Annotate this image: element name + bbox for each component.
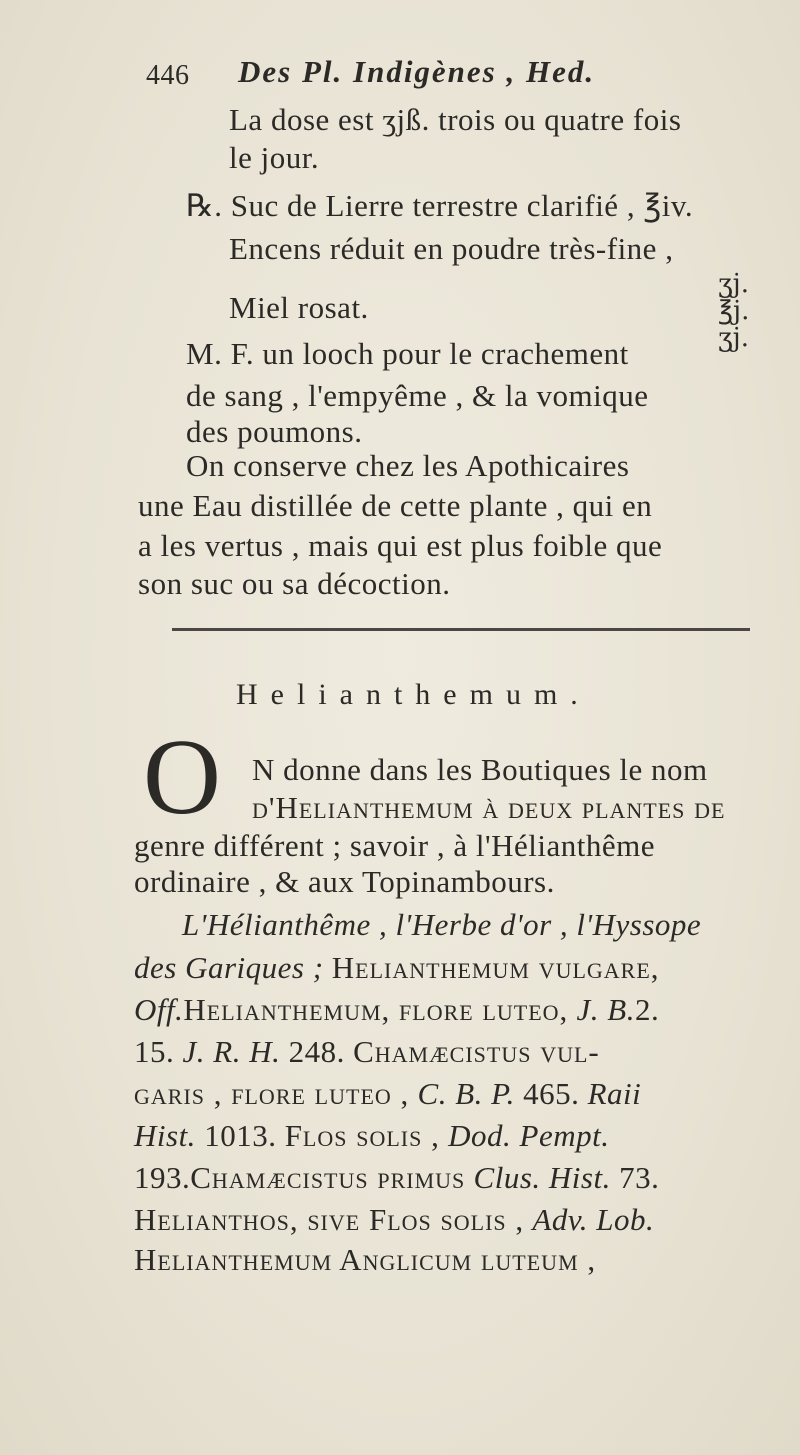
text-fragment: 15. — [134, 1034, 175, 1069]
text-line: M. F. un looch pour le crachement — [186, 336, 629, 371]
text-fragment: C. B. P. — [417, 1076, 515, 1111]
text-line: genre différent ; savoir , à l'Hélianthême — [134, 828, 655, 863]
text-line: des poumons. — [186, 414, 363, 449]
text-line — [134, 1158, 659, 1198]
text-line: le jour. — [229, 140, 320, 175]
text-line — [134, 1032, 600, 1072]
text-line: L'Hélianthême , l'Herbe d'or , l'Hyssope — [182, 907, 702, 942]
text-fragment: Flos solis , — [284, 1118, 440, 1153]
text-line: ordinaire , & aux Topinambours. — [134, 864, 555, 899]
text-line: son suc ou sa décoction. — [138, 566, 451, 601]
text-fragment: 1013. — [204, 1118, 277, 1153]
text-line — [134, 1200, 654, 1240]
text-line — [134, 1074, 641, 1114]
text-fragment: Chamæcistus vul- — [353, 1034, 600, 1069]
dose-mark: ʒj. — [718, 269, 750, 299]
text-fragment: Hist. — [134, 1118, 196, 1153]
text-fragment: J. R. H. — [182, 1034, 281, 1069]
text-fragment: Dod. Pempt. — [448, 1118, 610, 1153]
text-fragment: Chamæcistus primus — [190, 1160, 466, 1195]
text-fragment: 73. — [619, 1160, 660, 1195]
text-fragment: garis , flore luteo , — [134, 1076, 410, 1111]
text-line: ℞. Suc de Lierre terrestre clarifié , ℥iv. — [186, 188, 694, 223]
text-line: Encens réduit en poudre très-fine , — [229, 231, 674, 266]
text-line: La dose est ʒjß. trois ou quatre fois — [229, 102, 682, 137]
text-line — [134, 1116, 609, 1156]
text-fragment: Raii — [587, 1076, 642, 1111]
text-fragment: Helianthemum, flore luteo, — [183, 992, 569, 1027]
text-fragment: Off. — [134, 992, 184, 1027]
page-number: 446 — [146, 60, 190, 91]
text-line: une Eau distillée de cette plante , qui en — [138, 488, 653, 523]
text-line: N donne dans les Boutiques le nom — [252, 752, 708, 787]
text-line — [134, 948, 660, 988]
text-line: a les vertus , mais qui est plus foible que — [138, 528, 663, 563]
text-fragment: des Gariques ; — [134, 950, 324, 985]
text-fragment: 193. — [134, 1160, 191, 1195]
section-divider — [172, 628, 750, 631]
text-fragment: J. B. — [576, 992, 635, 1027]
text-line: Miel rosat. — [229, 290, 369, 325]
running-head: Des Pl. Indigènes , Hed. — [238, 54, 596, 89]
drop-cap: O — [143, 718, 221, 837]
text-fragment: Adv. Lob. — [532, 1202, 655, 1237]
text-line: d'Helianthemum à deux plantes de — [252, 790, 726, 825]
dose-mark: ʒj. — [718, 323, 750, 353]
text-fragment: 2. — [634, 992, 660, 1027]
dose-mark: ℥j. — [718, 296, 750, 326]
text-line: de sang , l'empyême , & la vomique — [186, 378, 649, 413]
text-fragment: Helianthemum vulgare, — [331, 950, 660, 985]
text-line: On conserve chez les Apothicaires — [186, 448, 630, 483]
text-line — [134, 990, 659, 1030]
text-fragment: 465. — [523, 1076, 580, 1111]
text-fragment: Helianthos, sive Flos solis , — [134, 1202, 525, 1237]
text-fragment: Clus. Hist. — [473, 1160, 611, 1195]
text-fragment: 248. — [288, 1034, 345, 1069]
text-line: Helianthemum Anglicum luteum , — [134, 1242, 597, 1277]
section-heading: Helianthemum. — [236, 678, 591, 711]
